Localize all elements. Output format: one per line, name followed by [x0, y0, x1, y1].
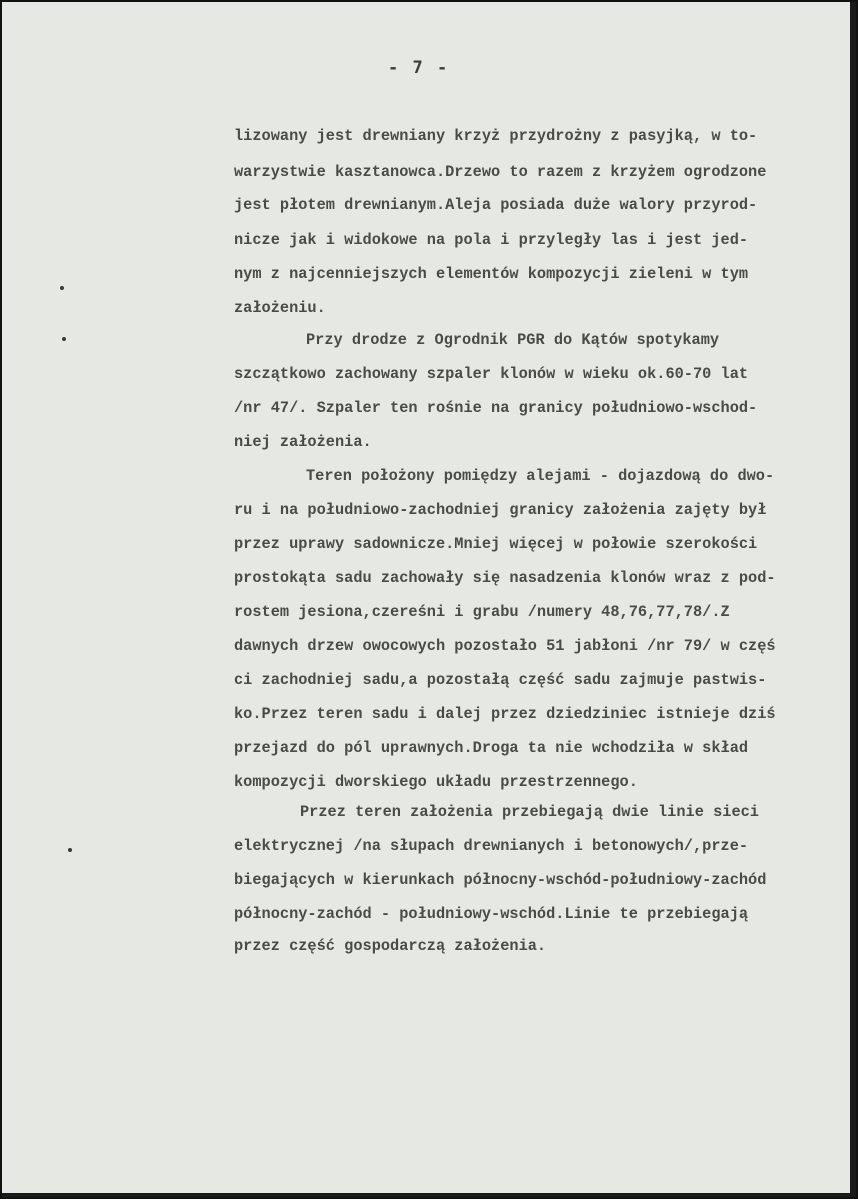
- scan-edge-right: [850, 2, 856, 1199]
- text-line: ru i na południowo-zachodniej granicy założenia zajęty był: [234, 501, 767, 519]
- text-line: nym z najcenniejszych elementów kompozycji zieleni w tym: [234, 265, 749, 283]
- text-line: prostokąta sadu zachowały się nasadzenia klonów wraz z pod-: [234, 569, 776, 587]
- text-line: lizowany jest drewniany krzyż przydrożny z pasyjką, w to-: [234, 127, 758, 145]
- text-line: dawnych drzew owocowych pozostało 51 jabłoni /nr 79/ w częś: [234, 637, 776, 655]
- text-line: przez uprawy sadownicze.Mniej więcej w połowie szerokości: [234, 535, 758, 553]
- text-line: nicze jak i widokowe na pola i przyległy las i jest jed-: [234, 231, 749, 249]
- text-line: założeniu.: [234, 299, 326, 317]
- text-line: Przy drodze z Ogrodnik PGR do Kątów spotykamy: [306, 331, 720, 349]
- text-line: kompozycji dworskiego układu przestrzennego.: [234, 773, 638, 791]
- text-line: Przez teren założenia przebiegają dwie linie sieci: [300, 803, 759, 821]
- text-line: północny-zachód - południowy-wschód.Linie te przebiegają: [234, 905, 749, 923]
- text-line: rostem jesiona,czereśni i grabu /numery 48,76,77,78/.Z: [234, 603, 730, 621]
- text-line: przez część gospodarczą założenia.: [234, 937, 547, 955]
- scan-edge-bottom: [2, 1193, 858, 1197]
- text-line: /nr 47/. Szpaler ten rośnie na granicy południowo-wschod-: [234, 399, 758, 417]
- text-line: biegających w kierunkach północny-wschód-południowy-zachód: [234, 871, 767, 889]
- text-line: Teren położony pomiędzy alejami - dojazdową do dwo-: [306, 467, 775, 485]
- text-line: szczątkowo zachowany szpaler klonów w wieku ok.60-70 lat: [234, 365, 749, 383]
- margin-dot: [60, 286, 64, 290]
- margin-dot: [68, 848, 72, 852]
- text-line: przejazd do pól uprawnych.Droga ta nie wchodziła w skład: [234, 739, 749, 757]
- margin-dot: [62, 337, 66, 341]
- text-line: ko.Przez teren sadu i dalej przez dziedziniec istnieje dziś: [234, 705, 776, 723]
- text-line: jest płotem drewnianym.Aleja posiada duże walory przyrod-: [234, 196, 758, 214]
- text-line: niej założenia.: [234, 433, 372, 451]
- page-number: - 7 -: [388, 58, 450, 78]
- text-line: ci zachodniej sadu,a pozostałą część sadu zajmuje pastwis-: [234, 671, 767, 689]
- text-line: warzystwie kasztanowca.Drzewo to razem z krzyżem ogrodzone: [234, 163, 767, 181]
- text-line: elektrycznej /na słupach drewnianych i betonowych/,prze-: [234, 837, 749, 855]
